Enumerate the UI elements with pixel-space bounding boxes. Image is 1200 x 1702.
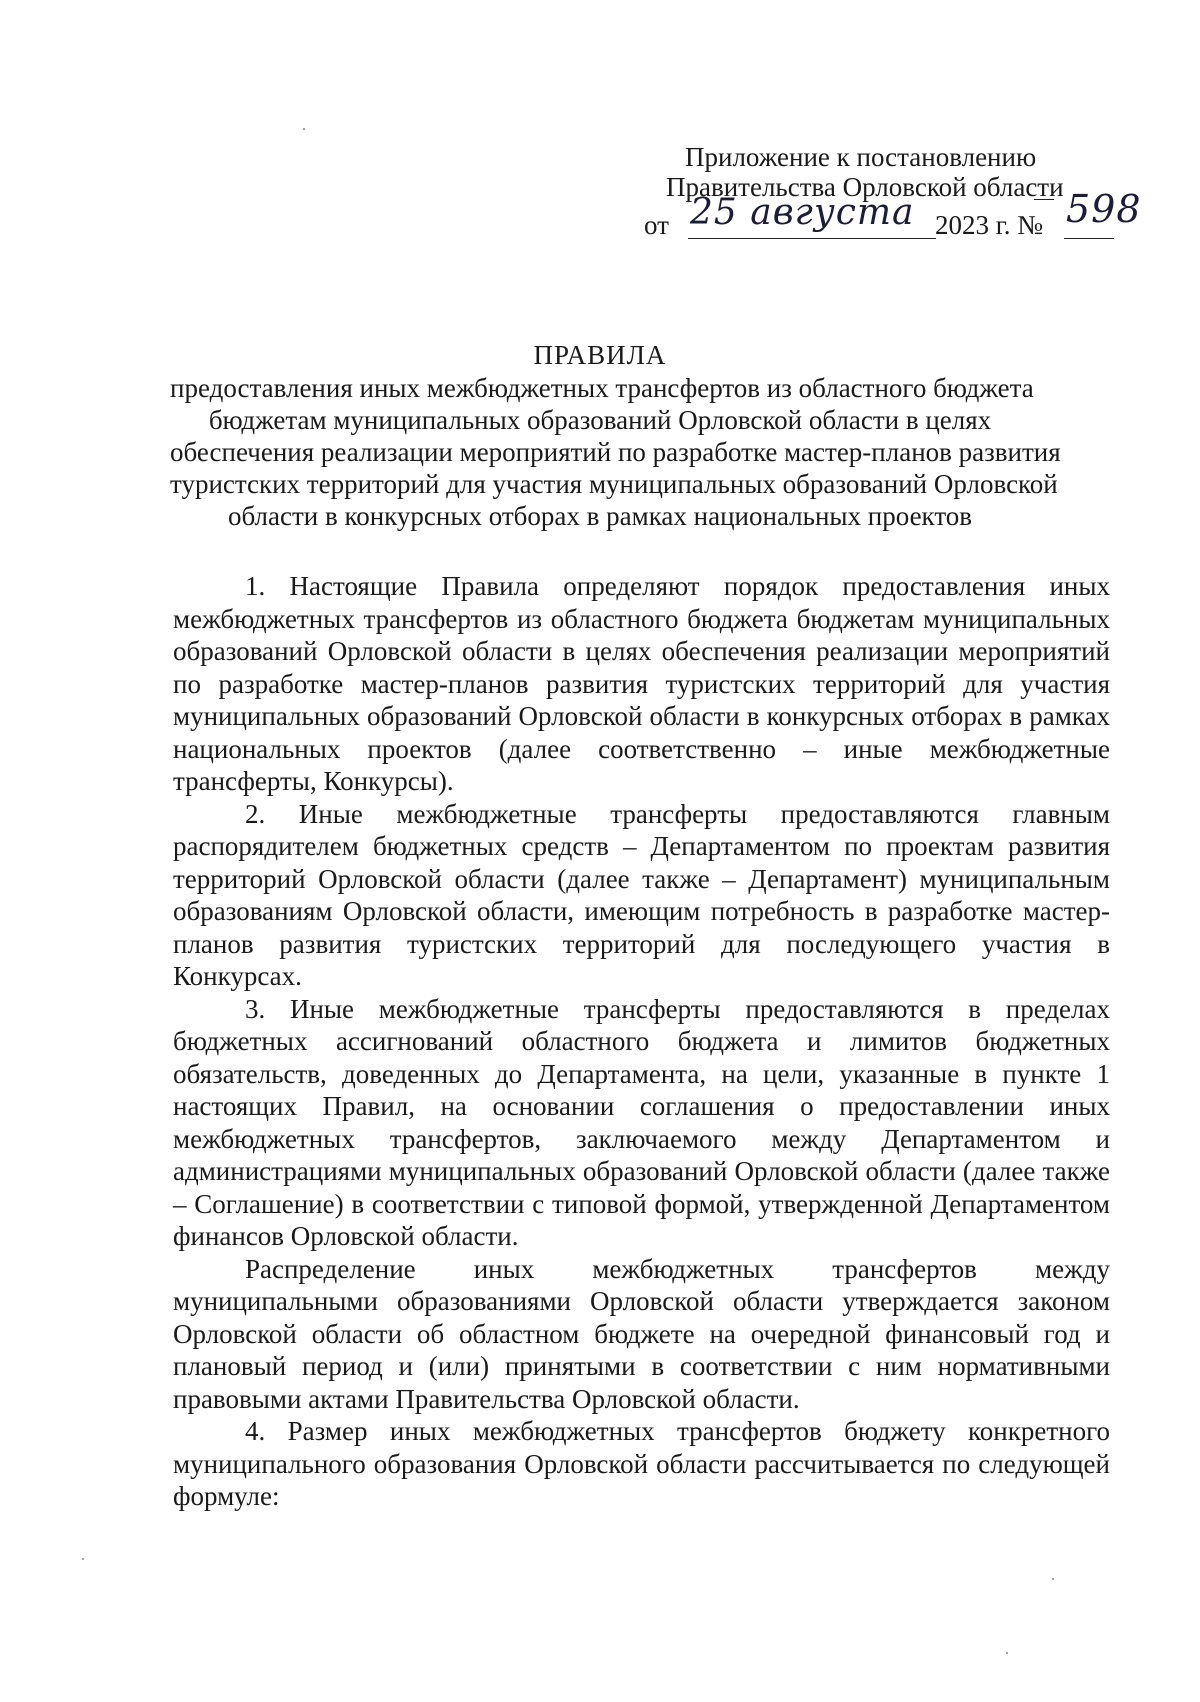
from-label: от [644,210,669,240]
scan-speck [1006,1652,1008,1654]
number-blank-line [1064,238,1114,239]
subtitle-line: обеспечения реализации мероприятий по разработке мастер-планов развития [170,437,1061,467]
paragraph-3: 3. Иные межбюджетные трансферты предоставляются в пределах бюджетных ассигнований областного бюджета и лимитов бюджетных обязательств, доведенных до Департамента, на цели, указанные в пункте 1 настоящих Правил, на основании соглашения о предоставлении иных межбюджетных трансфертов, заключаемого между Департаментом и администрациями муниципальных образований Орловской области (далее также – Соглашение) в соответствии с типовой формой, утвержденной Департаментом финансов Орловской области. [173,993,1110,1251]
subtitle-line: области в конкурсных отборах в рамках национальных проектов [227,501,973,531]
scan-speck [1052,1578,1054,1580]
appendix-header [620,142,1142,242]
document-body [173,570,1110,1513]
appendix-line-2-text: Правительства Орловской области [666,172,1064,202]
date-blank-line [688,238,936,239]
year-number-label: 2023 г. № [935,210,1044,240]
document-title: ПРАВИЛА [533,340,667,370]
paragraph-3-distribution: Распределение иных межбюджетных трансфертов между муниципальными образованиями Орловской области утверждается законом Орловской области об областном бюджете на очередной финансовый год и плановый период и (или) принятыми в соответствии с ним нормативными правовыми актами Правительства Орловской области. [173,1253,1110,1414]
handwritten-date: 25 августа [690,192,915,233]
subtitle-line: предоставления иных межбюджетных трансфертов из областного бюджета [170,373,1034,403]
scan-speck [82,1558,84,1560]
subtitle-line: туристских территорий для участия муниципальных образований Орловской [170,469,1058,499]
scan-speck [303,128,305,130]
paragraph-4: 4. Размер иных межбюджетных трансфертов бюджету конкретного муниципального образования Орловской области рассчитывается по следующей формуле: [173,1416,1110,1511]
paragraph-2: 2. Иные межбюджетные трансферты предоставляются главным распорядителем бюджетных средств – Департаментом по проектам развития территорий Орловской области (далее также – Департамент) муниципальным образованиям Орловской области, имеющим потребность в разработке мастер-планов развития туристских территорий для последующего участия в Конкурсах. [173,798,1110,991]
subtitle-line: бюджетам муниципальных образований Орловской области в целях [208,405,992,435]
handwritten-number: 598 [1066,187,1142,231]
appendix-line-1: Приложение к постановлению [685,142,1037,172]
document-subtitle [170,372,1061,532]
paragraph-1: 1. Настоящие Правила определяют порядок предоставления иных межбюджетных трансфертов из областного бюджета бюджетам муниципальных образований Орловской области в целях обеспечения реализации мероприятий по разработке мастер-планов развития туристских территорий для участия муниципальных образований Орловской области в конкурсных отборах в рамках национальных проектов (далее соответственно – иные межбюджетные трансферты, Конкурсы). [173,571,1110,796]
underline-mark [1034,199,1054,200]
